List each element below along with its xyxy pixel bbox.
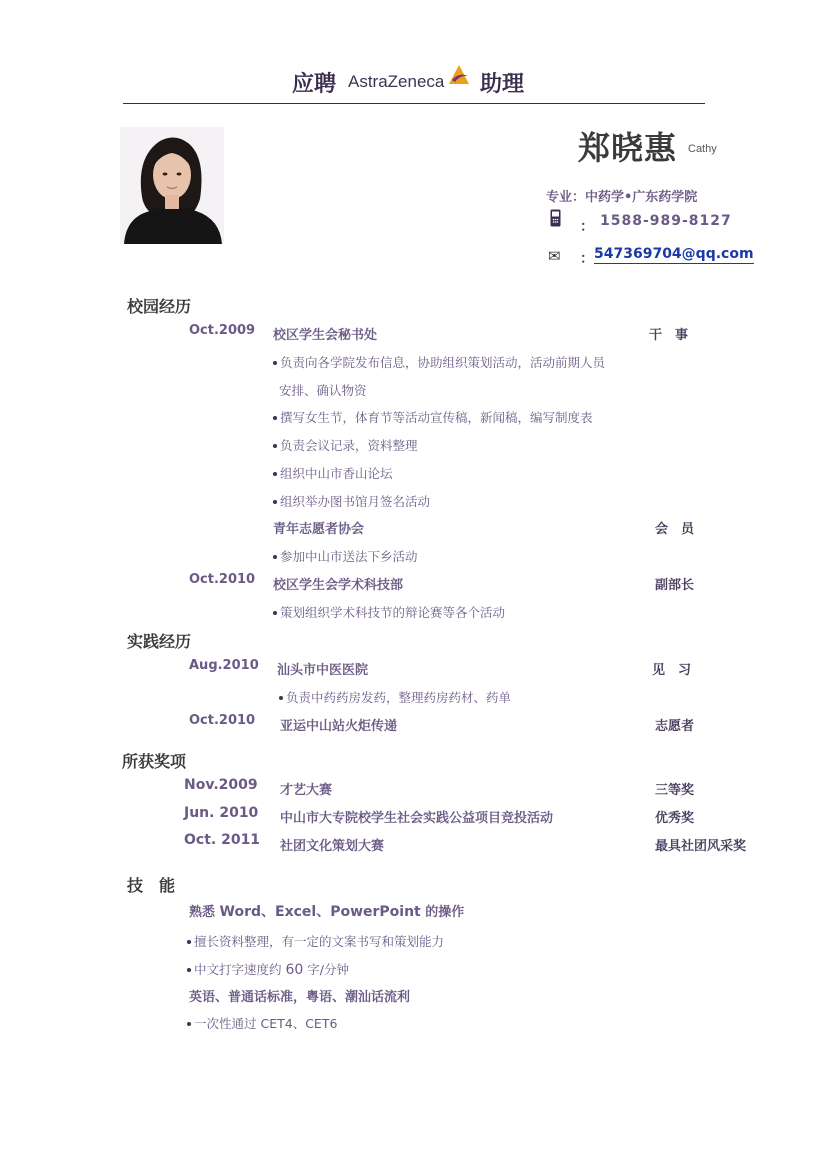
candidate-name: 郑晓惠 <box>578 129 678 167</box>
bullet-item: 策划组织学术科技节的辩论赛等各个活动 <box>273 603 505 621</box>
entry-role: 干 事 <box>649 328 689 343</box>
section-awards-heading: 所获奖项 <box>122 752 187 771</box>
entry-date: Aug.2010 <box>189 658 259 673</box>
section-skills-heading: 技 能 <box>127 876 176 895</box>
skill-languages: 英语、普通话标准，粤语、潮汕话流利 <box>189 990 411 1005</box>
header-divider <box>123 103 705 104</box>
entry-org: 亚运中山站火炬传递 <box>280 719 398 734</box>
skill-bullet: 一次性通过 CET4、CET6 <box>187 1014 337 1032</box>
entry-date: Oct.2009 <box>189 323 256 338</box>
bullet-item: 组织举办图书馆月签名活动 <box>273 492 430 510</box>
envelope-icon: ✉ <box>548 247 561 265</box>
entry-org: 校区学生会学术科技部 <box>273 578 404 593</box>
entry-org: 青年志愿者协会 <box>273 522 365 537</box>
bullet-item: 撰写女生节，体育节等活动宣传稿，新闻稿，编写制度表 <box>273 408 593 426</box>
phone-separator: ： <box>580 219 594 235</box>
bullet-item: 参加中山市送法下乡活动 <box>273 547 418 565</box>
entry-org: 汕头市中医医院 <box>277 663 369 678</box>
bullet-item: 组织中山市香山论坛 <box>273 464 393 482</box>
award-level: 三等奖 <box>655 783 695 798</box>
email-link[interactable]: 547369704@qq.com <box>594 246 754 262</box>
award-date: Nov.2009 <box>184 777 258 793</box>
award-name: 中山市大专院校学生社会实践公益项目竞投活动 <box>280 811 554 826</box>
major-line: 专业：中药学•广东药学院 <box>546 190 698 205</box>
company-name: AstraZeneca <box>348 72 445 91</box>
bullet-item-continued: 安排、确认物资 <box>279 383 367 398</box>
skill-bullet: 擅长资料整理，有一定的文案书写和策划能力 <box>187 932 444 950</box>
skill-office: 熟悉 Word、Excel、PowerPoint 的操作 <box>189 904 465 920</box>
entry-role: 副部长 <box>655 578 695 593</box>
bullet-item: 负责会议记录，资料整理 <box>273 436 418 454</box>
award-level: 优秀奖 <box>655 811 695 826</box>
header-suffix: 助理 <box>480 72 525 97</box>
bullet-item: 负责中药药房发药，整理药房药材、药单 <box>279 688 511 706</box>
award-level: 最具社团风采奖 <box>655 839 747 854</box>
entry-role: 见 习 <box>652 663 692 678</box>
entry-role: 志愿者 <box>655 719 695 734</box>
profile-photo <box>120 127 224 244</box>
header-prefix: 应聘 <box>292 72 337 97</box>
entry-role: 会 员 <box>655 522 695 537</box>
section-campus-heading: 校园经历 <box>127 297 192 316</box>
award-date: Jun. 2010 <box>184 805 259 821</box>
award-name: 社团文化策划大赛 <box>280 839 385 854</box>
mobile-phone-icon <box>550 209 561 227</box>
skill-bullet: 中文打字速度约 60 字/分钟 <box>187 960 349 978</box>
bullet-item: 负责向各学院发布信息，协助组织策划活动，活动前期人员 <box>273 353 605 371</box>
award-name: 才艺大赛 <box>280 783 333 798</box>
english-name: Cathy <box>688 143 717 155</box>
entry-date: Oct.2010 <box>189 713 256 728</box>
award-date: Oct. 2011 <box>184 832 261 848</box>
section-practice-heading: 实践经历 <box>127 632 192 651</box>
entry-date: Oct.2010 <box>189 572 256 587</box>
astrazeneca-logo-icon <box>446 62 472 88</box>
entry-org: 校区学生会秘书处 <box>273 328 378 343</box>
phone-number: 1588-989-8127 <box>600 213 732 229</box>
email-separator: ： <box>580 251 594 267</box>
